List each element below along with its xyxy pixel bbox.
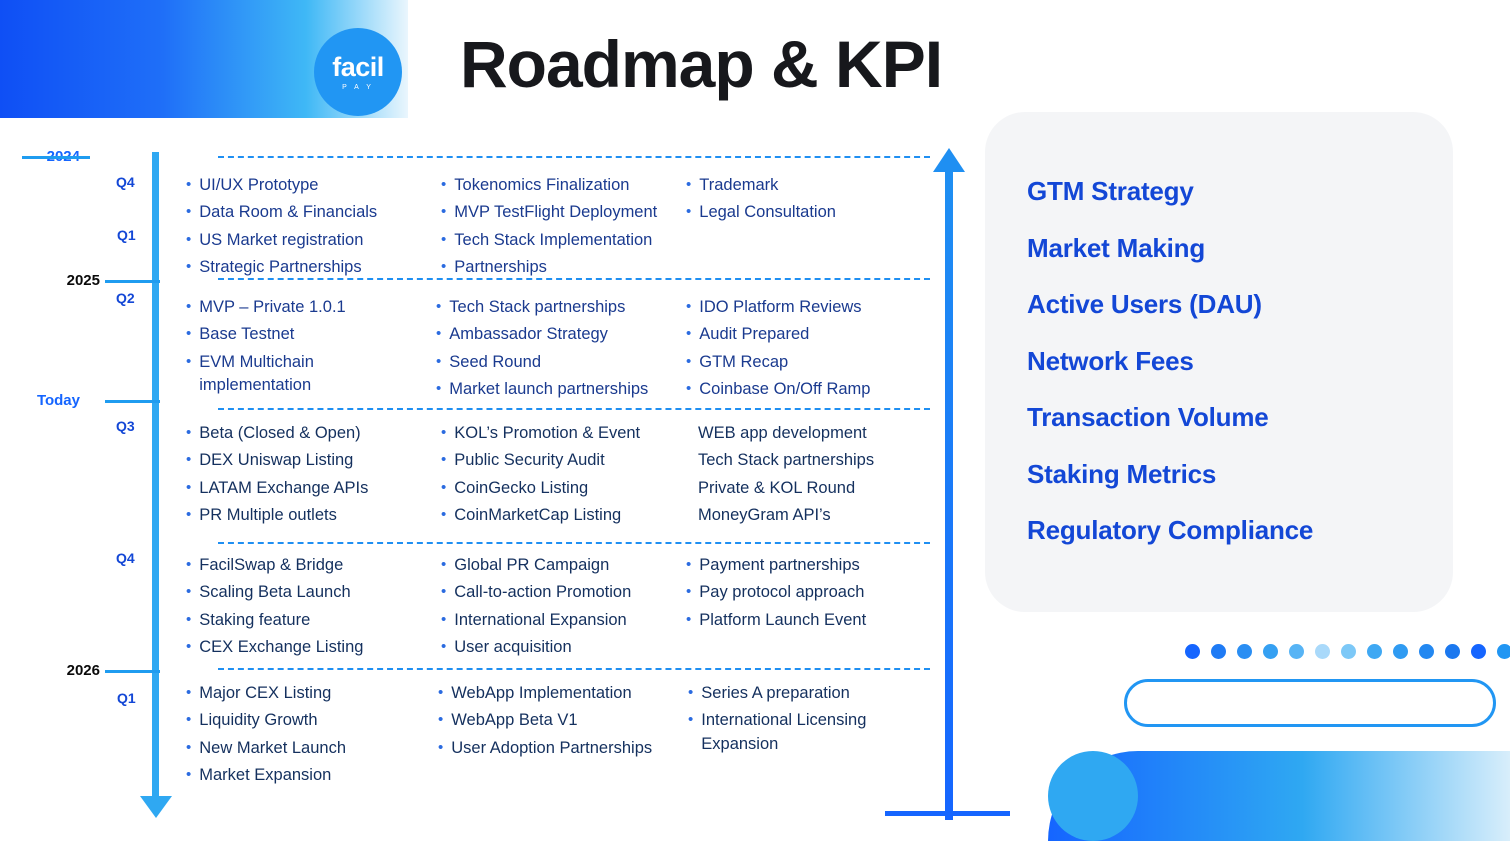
bullet-icon: • [686,203,692,221]
milestone-item: • New Market Launch [186,738,347,757]
milestone-item: • CoinGecko Listing [441,478,589,497]
quarter-label-q4-2025: Q4 [116,550,135,566]
decor-dot [1237,644,1252,659]
milestone-item: • US Market registration [186,230,364,249]
milestone-item: • Coinbase On/Off Ramp [686,380,871,399]
divider-dashed-1 [218,156,930,158]
bullet-icon: • [688,711,694,729]
milestone-item: • CoinMarketCap Listing [441,506,622,525]
milestone-group-5 [186,682,891,792]
decor-dot [1393,644,1408,659]
page-title: Roadmap & KPI [460,27,943,101]
bullet-icon: • [186,424,192,441]
decorative-pill-outline [1124,679,1496,727]
growth-arrow-head-icon [933,148,965,172]
kpi-item-active-users: Active Users (DAU) [1027,289,1262,319]
decorative-dot-row [1185,644,1510,659]
bullet-icon: • [186,711,192,729]
logo-subtitle: P A Y [342,83,374,91]
quarter-label-q1-2025: Q1 [117,227,136,243]
decor-dot [1315,644,1330,659]
bullet-icon: • [186,583,192,601]
quarter-label-q2-2025: Q2 [116,290,135,306]
bullet-icon: • [441,451,447,469]
bullet-icon: • [441,203,447,221]
milestone-item: • Major CEX Listing [186,684,332,702]
milestone-item: MoneyGram API’s [698,506,831,525]
milestone-item: Private & KOL Round [698,478,856,497]
milestone-item: • International Expansion [441,610,627,629]
bullet-icon: • [186,766,192,784]
decor-dot [1497,644,1510,659]
kpi-item-regulatory-compliance: Regulatory Compliance [1027,515,1314,545]
bullet-icon: • [186,176,192,193]
milestone-item: • UI/UX Prototype [186,176,319,194]
milestone-column [186,296,436,406]
milestone-item: • Market Expansion [186,766,332,785]
milestone-item: Tech Stack partnerships [698,451,875,470]
milestone-column [441,422,698,532]
bullet-icon: • [186,556,192,573]
bullet-icon: • [186,610,192,628]
milestone-column [686,296,870,406]
milestone-item: • Platform Launch Event [686,610,867,629]
bullet-icon: • [186,451,192,469]
decor-dot [1367,644,1382,659]
decor-dot [1471,644,1486,659]
decor-dot [1185,644,1200,659]
bullet-icon: • [441,583,447,601]
bullet-icon: • [436,298,442,315]
bullet-icon: • [441,258,447,276]
bullet-icon: • [441,230,447,248]
milestone-item: • Tech Stack partnerships [436,298,626,316]
milestone-item: • MVP – Private 1.0.1 [186,298,346,316]
milestone-column [436,296,686,406]
milestone-column [686,174,836,284]
decor-dot [1211,644,1226,659]
kpi-list [1027,176,1447,572]
bullet-icon: • [438,711,444,729]
milestone-item: • Beta (Closed & Open) [186,424,361,442]
milestone-item: • PR Multiple outlets [186,506,337,525]
milestone-item: • Liquidity Growth [186,711,318,730]
milestone-item: • Global PR Campaign [441,556,610,574]
bullet-icon: • [186,478,192,496]
milestone-column [686,554,866,664]
year-label-today: Today [36,392,80,409]
milestone-item: • International Licensing Expansion [688,711,867,753]
milestone-item: • Seed Round [436,352,542,371]
milestone-item: • Base Testnet [186,325,295,344]
bullet-icon: • [686,583,692,601]
milestone-item: • Payment partnerships [686,556,860,574]
milestone-column [186,682,438,792]
bullet-icon: • [438,738,444,756]
quarter-label-q1-2026: Q1 [117,690,136,706]
milestone-item: • Legal Consultation [686,203,836,222]
bullet-icon: • [686,610,692,628]
milestone-item: • Call-to-action Promotion [441,583,632,602]
growth-arrow-baseline [885,811,1010,816]
milestone-column [438,682,688,792]
milestone-column [698,422,874,532]
bullet-icon: • [186,352,192,370]
year-rule-2024 [22,156,90,159]
divider-dashed-4 [218,542,930,544]
milestone-item: • User acquisition [441,638,572,657]
milestone-item: • Scaling Beta Launch [186,583,351,602]
milestone-item: • LATAM Exchange APIs [186,478,369,497]
roadmap-timeline [0,130,990,830]
growth-arrow-shaft [945,170,953,820]
milestone-column [441,174,686,284]
decor-dot [1445,644,1460,659]
bullet-icon: • [186,684,192,701]
kpi-item-transaction-volume: Transaction Volume [1027,402,1269,432]
bullet-icon: • [186,258,192,276]
bullet-icon: • [441,506,447,524]
milestone-item: • Audit Prepared [686,325,810,344]
milestone-item: • FacilSwap & Bridge [186,556,344,574]
bullet-icon: • [186,325,192,343]
decor-dot [1419,644,1434,659]
milestone-group-1 [186,174,836,284]
kpi-item-network-fees: Network Fees [1027,345,1194,376]
divider-dashed-3 [218,408,930,410]
bullet-icon: • [441,638,447,656]
milestone-item: • Public Security Audit [441,451,605,470]
milestone-item: • Trademark [686,176,779,194]
bullet-icon: • [441,424,447,441]
bullet-icon: • [186,298,192,315]
milestone-item: • EVM Multichain implementation [186,352,314,395]
kpi-item-gtm-strategy: GTM Strategy [1027,176,1194,206]
decor-dot [1289,644,1304,659]
milestone-item: • WebApp Implementation [438,684,632,702]
milestone-item: • DEX Uniswap Listing [186,451,354,470]
kpi-item-market-making: Market Making [1027,232,1206,263]
page-header [0,0,1510,118]
milestone-item: • Tech Stack Implementation [441,230,653,249]
quarter-label-q3-2025: Q3 [116,418,135,434]
footer-circle-shape [1048,751,1138,841]
milestone-group-4 [186,554,866,664]
year-rule-2025 [105,280,160,283]
quarter-label-q4-2024: Q4 [116,174,135,190]
milestone-item: • Series A preparation [688,684,850,702]
logo-wordmark: facil [332,51,384,82]
milestone-item: • Partnerships [441,258,547,277]
year-label-2026: 2026 [66,662,100,679]
bullet-icon: • [438,684,444,701]
bullet-icon: • [441,478,447,496]
timeline-axis [152,152,159,800]
milestone-column [688,682,891,792]
milestone-item: • KOL’s Promotion & Event [441,424,641,442]
milestone-item: WEB app development [698,424,867,442]
milestone-column [186,554,441,664]
decor-dot [1341,644,1356,659]
bullet-icon: • [686,325,692,343]
milestone-item: • Market launch partnerships [436,380,649,399]
bullet-icon: • [186,203,192,221]
milestone-item: • Ambassador Strategy [436,325,608,344]
logo [314,28,402,116]
year-label-2025: 2025 [66,272,100,289]
milestone-item: • Staking feature [186,610,311,629]
year-rule-2026 [105,670,160,673]
milestone-group-2 [186,296,870,406]
milestone-group-3 [186,422,874,532]
milestone-item: • GTM Recap [686,352,789,371]
bullet-icon: • [686,298,692,315]
bullet-icon: • [186,638,192,656]
bullet-icon: • [436,352,442,370]
milestone-item: • CEX Exchange Listing [186,638,364,657]
bullet-icon: • [686,352,692,370]
milestone-item: • Data Room & Financials [186,203,378,222]
bullet-icon: • [186,738,192,756]
milestone-item: • Strategic Partnerships [186,258,362,277]
bullet-icon: • [686,176,692,193]
decor-dot [1263,644,1278,659]
milestone-item: • Pay protocol approach [686,583,865,602]
milestone-item: • WebApp Beta V1 [438,711,578,730]
bullet-icon: • [186,506,192,524]
milestone-item: • Tokenomics Finalization [441,176,630,194]
milestone-item: • IDO Platform Reviews [686,298,862,316]
milestone-column [441,554,686,664]
bullet-icon: • [441,556,447,573]
timeline-axis-arrow-icon [140,796,172,818]
divider-dashed-5 [218,668,930,670]
bullet-icon: • [436,325,442,343]
milestone-item: • User Adoption Partnerships [438,738,653,757]
bullet-icon: • [686,556,692,573]
kpi-item-staking-metrics: Staking Metrics [1027,458,1217,489]
bullet-icon: • [436,380,442,398]
bullet-icon: • [441,176,447,193]
year-rule-today [105,400,160,403]
milestone-column [186,174,441,284]
bullet-icon: • [441,610,447,628]
milestone-item: • MVP TestFlight Deployment [441,203,658,222]
bullet-icon: • [688,684,694,701]
bullet-icon: • [686,380,692,398]
bullet-icon: • [186,230,192,248]
milestone-column [186,422,441,532]
